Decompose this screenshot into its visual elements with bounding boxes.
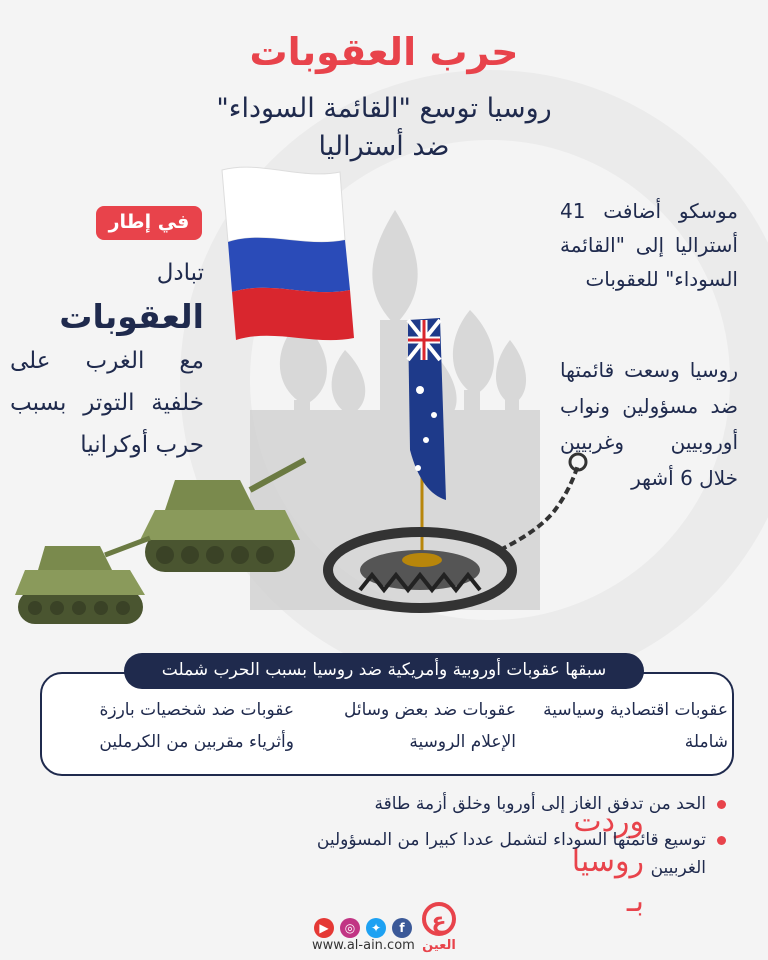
list-item <box>300 826 730 882</box>
sanction-item-economic: عقوبات اقتصادية وسياسية شاملة <box>543 700 728 752</box>
subtitle-line-2: ضد أستراليا <box>318 131 450 162</box>
sanction-item-media: عقوبات ضد بعض وسائل الإعلام الروسية <box>343 700 516 752</box>
fact-australians-added: موسكو أضافت 41 أستراليا إلى "القائمة السوداء" للعقوبات <box>560 199 738 291</box>
al-ain-logo-text: العين <box>422 938 456 953</box>
context-highlight: العقوبات <box>59 297 204 336</box>
list-item <box>300 790 730 818</box>
russia-response-list <box>300 790 730 890</box>
subtitle-line-1: روسيا توسع "القائمة السوداء" <box>216 93 552 124</box>
al-ain-logo-icon: ع <box>422 902 456 936</box>
facebook-icon[interactable]: f <box>392 918 412 938</box>
russia-flag <box>222 167 354 340</box>
context-text <box>10 252 204 466</box>
context-line-1: تبادل <box>156 260 204 286</box>
bullet-dot-icon <box>717 800 726 809</box>
russia-response-label-line-1: وردت <box>573 804 644 839</box>
tank-front <box>140 460 305 572</box>
page-title: حرب العقوبات <box>249 30 519 74</box>
fact-list-expanded: روسيا وسعت قائمتها ضد مسؤولين ونواب أوروبيين وغربيين خلال 6 أشهر <box>560 358 738 490</box>
response-gas: الحد من تدفق الغاز إلى أوروبا وخلق أزمة طاقة <box>374 794 706 814</box>
prior-sanctions-header: سبقها عقوبات أوروبية وأمريكية ضد روسيا بسبب الحرب شملت <box>124 653 644 689</box>
response-blacklist: توسيع قائمتها السوداء لتشمل عددا كبيرا من المسؤولين الغربيين <box>316 830 706 878</box>
instagram-icon[interactable]: ◎ <box>340 918 360 938</box>
sanction-item-individuals: عقوبات ضد شخصيات بارزة وأثرياء مقربين من الكرملين <box>99 700 294 752</box>
twitter-icon[interactable]: ✦ <box>366 918 386 938</box>
website-url[interactable]: www.al-ain.com <box>312 938 415 953</box>
bullet-dot-icon <box>717 836 726 845</box>
youtube-icon[interactable]: ▶ <box>314 918 334 938</box>
context-line-3: مع الغرب على خلفية التوتر بسبب حرب أوكرانيا <box>10 348 204 458</box>
tank-back <box>15 538 150 624</box>
context-badge: في إطار <box>96 206 202 240</box>
russia-response-label-line-2: روسيا بـ <box>571 844 644 919</box>
